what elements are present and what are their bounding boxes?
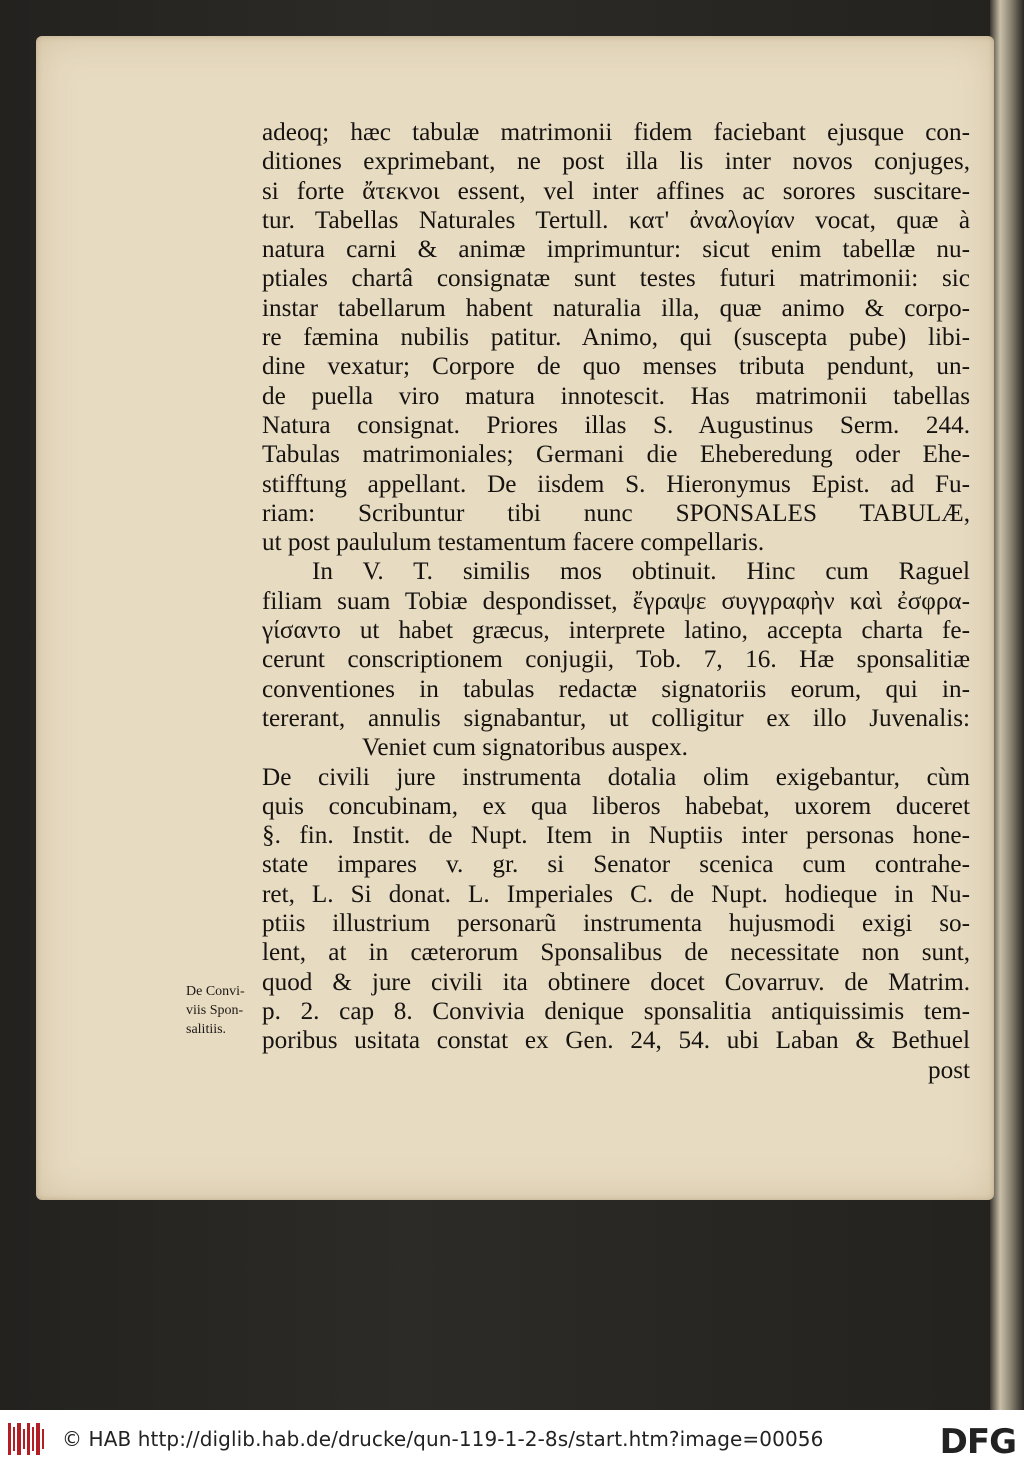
text-line: filiam suam Tobiæ despondisset, ἔγραψε συγγραφὴν καὶ ἐσφρα- <box>262 587 970 615</box>
copyright-link[interactable]: © HAB http://diglib.hab.de/drucke/qun-119-1-2-8s/start.htm?image=00056 <box>62 1427 824 1451</box>
text-line: poribus usitata constat ex Gen. 24, 54. ubi Laban & Bethuel <box>262 1027 970 1055</box>
text-line: stifftung appellant. De iisdem S. Hieronymus Epist. ad Fu- <box>262 470 970 498</box>
text-line: si forte ἄτεκνοι essent, vel inter affines ac sorores suscitare- <box>262 177 970 205</box>
text-line: ptiales chartâ consignatæ sunt testes futuri matrimonii: sic <box>262 265 970 293</box>
text-line: γίσαντο ut habet græcus, interprete latino, accepta charta fe- <box>262 617 970 645</box>
text-line: cerunt conscriptionem conjugii, Tob. 7, 16. Hæ sponsalitiæ <box>262 646 970 674</box>
text-line: quis concubinam, ex qua liberos habebat, uxorem duceret <box>262 792 970 820</box>
text-line: ret, L. Si donat. L. Imperiales C. de Nupt. hodieque in Nu- <box>262 880 970 908</box>
text-line: adeoq; hæc tabulæ matrimonii fidem faciebant ejusque con- <box>262 119 970 146</box>
text-line: tur. Tabellas Naturales Tertull. κατ' ἀναλογίαν vocat, quæ à <box>262 206 970 234</box>
text-line: tererant, annulis signabantur, ut colligitur ex illo Juvenalis: <box>262 704 970 732</box>
text-line: ditiones exprimebant, ne post illa lis inter novos conjuges, <box>262 148 970 176</box>
text-line: Tabulas matrimoniales; Germani die Eheberedung oder Ehe- <box>262 441 970 469</box>
margin-note-line: salitiis. <box>186 1022 227 1037</box>
text-line: de puella viro matura innotescit. Has matrimonii tabellas <box>262 382 970 410</box>
hab-barcode-logo-icon <box>4 1417 48 1461</box>
text-line: dine vexatur; Corpore de quo menses tributa pendunt, un- <box>262 353 970 381</box>
text-line: ut post paululum testamentum facere compellaris. <box>262 529 765 557</box>
text-line: quod & jure civili ita obtinere docet Covarruv. de Matrim. <box>262 968 970 996</box>
text-line: instar tabellarum habent naturalia illa, quæ animo & corpo- <box>262 294 970 322</box>
text-line: natura carni & animæ imprimuntur: sicut enim tabellæ nu- <box>262 236 970 264</box>
quotation-line: Veniet cum signatoribus auspex. <box>362 734 688 762</box>
text-line: conventiones in tabulas redactæ signatoriis eorum, qui in- <box>262 675 970 703</box>
margin-note <box>186 982 266 1039</box>
text-line: lent, at in cæterorum Sponsalibus de necessitate non sunt, <box>262 939 970 967</box>
text-line: state impares v. gr. si Senator scenica cum contrahe- <box>262 851 970 879</box>
catchword: post <box>928 1056 970 1084</box>
viewer-footer <box>0 1410 1024 1468</box>
text-line: §. fin. Instit. de Nupt. Item in Nuptiis inter personas hone- <box>262 822 970 850</box>
text-line: re fæmina nubilis patitur. Animo, qui (suscepta pube) libi- <box>262 324 970 352</box>
margin-note-line: De Convi- <box>186 984 245 999</box>
page-text <box>262 118 970 1085</box>
text-line: In V. T. similis mos obtinuit. Hinc cum Raguel <box>312 558 970 586</box>
margin-note-line: viis Spon- <box>186 1003 244 1018</box>
text-line: Natura consignat. Priores illas S. Augustinus Serm. 244. <box>262 411 970 439</box>
text-line: De civili jure instrumenta dotalia olim exigebantur, cùm <box>262 763 970 791</box>
text-line: p. 2. cap 8. Convivia denique sponsalitia antiquissimis tem- <box>262 997 970 1025</box>
adjacent-page-edge <box>990 0 1024 1410</box>
text-line: ptiis illustrium personarũ instrumenta hujusmodi exigi so- <box>262 910 970 938</box>
text-line: riam: Scribuntur tibi nunc SPONSALES TABULÆ, <box>262 499 970 527</box>
dfg-logo: DFG <box>939 1422 1016 1462</box>
